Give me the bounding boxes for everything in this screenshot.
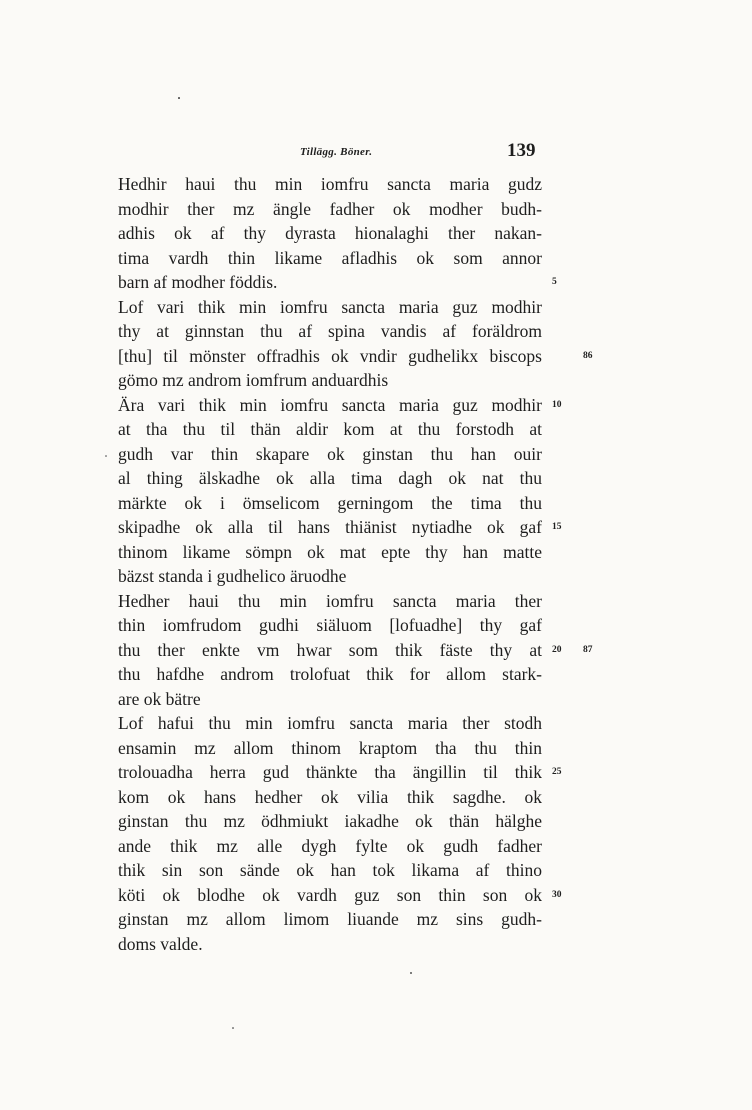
text-line: thy at ginnstan thu af spina vandis af foräldrom <box>118 321 542 341</box>
text-line: gömo mz androm iomfrum anduardhis <box>118 370 389 390</box>
margin-number: 87 <box>583 644 593 655</box>
text-line: [thu] til mönster offradhis ok vndir gudhelikx biscops <box>118 345 542 366</box>
text-line: Lof vari thik min iomfru sancta maria guz modhir <box>118 296 542 317</box>
text-line: Hedhir haui thu min iomfru sancta maria gudz <box>118 174 542 194</box>
running-header: Tillägg. Böner. <box>300 146 373 158</box>
text-line: adhis ok af thy dyrasta hionalaghi ther nakan- <box>118 223 542 243</box>
text-line: Ära vari thik min iomfru sancta maria guz modhir <box>118 394 542 415</box>
text-line: thin iomfrudom gudhi siäluom [lofuadhe] thy gaf <box>118 615 542 635</box>
scan-speck <box>410 972 412 974</box>
text-line: tima vardh thin likame afladhis ok som annor <box>118 247 542 268</box>
text-line: bäzst standa i gudhelico äruodhe <box>118 566 347 586</box>
text-line: trolouadha herra gud thänkte tha ängillin til thik <box>118 762 542 782</box>
text-line: skipadhe ok alla til hans thiänist nytiadhe ok gaf <box>118 517 542 537</box>
text-line: thu ther enkte vm hwar som thik fäste thy at <box>118 639 542 660</box>
scan-speck <box>178 97 180 99</box>
margin-number: 86 <box>583 350 593 361</box>
text-line: doms valde. <box>118 933 203 954</box>
text-line: ginstan mz allom limom liuande mz sins gudh- <box>118 909 542 929</box>
text-line: thinom likame sömpn ok mat epte thy han matte <box>118 541 542 562</box>
text-line: ande thik mz alle dygh fylte ok gudh fadher <box>118 835 542 856</box>
text-line: modhir ther mz ängle fadher ok modher budh- <box>118 198 542 219</box>
text-line: are ok bätre <box>118 688 201 709</box>
line-number: 20 <box>552 644 562 655</box>
scan-speck <box>232 1027 234 1029</box>
text-line: thu hafdhe androm trolofuat thik for allom stark- <box>118 664 542 684</box>
line-number: 30 <box>552 889 562 900</box>
text-line: at tha thu til thän aldir kom at thu forstodh at <box>118 419 542 439</box>
text-line: ginstan thu mz ödhmiukt iakadhe ok thän hälghe <box>118 811 542 831</box>
line-number: 25 <box>552 767 562 777</box>
text-line: köti ok blodhe ok vardh guz son thin son ok <box>118 884 542 905</box>
text-line: Lof hafui thu min iomfru sancta maria ther stodh <box>118 713 542 733</box>
body-text <box>118 172 542 956</box>
text-line: barn af modher föddis. <box>118 272 278 292</box>
line-number: 15 <box>552 522 562 532</box>
line-number: 5 <box>552 277 557 287</box>
page-number: 139 <box>507 140 536 161</box>
line-number: 10 <box>552 399 562 410</box>
text-line: Hedher haui thu min iomfru sancta maria ther <box>118 590 542 611</box>
scan-speck <box>105 455 107 457</box>
text-line: gudh var thin skapare ok ginstan thu han ouir <box>118 443 542 464</box>
text-line: kom ok hans hedher ok vilia thik sagdhe. ok <box>118 786 542 807</box>
text-line: thik sin son sände ok han tok likama af thino <box>118 860 542 880</box>
text-line: märkte ok i ömselicom gerningom the tima thu <box>118 492 542 513</box>
text-line: ensamin mz allom thinom kraptom tha thu thin <box>118 737 542 758</box>
text-line: al thing älskadhe ok alla tima dagh ok nat thu <box>118 468 542 488</box>
